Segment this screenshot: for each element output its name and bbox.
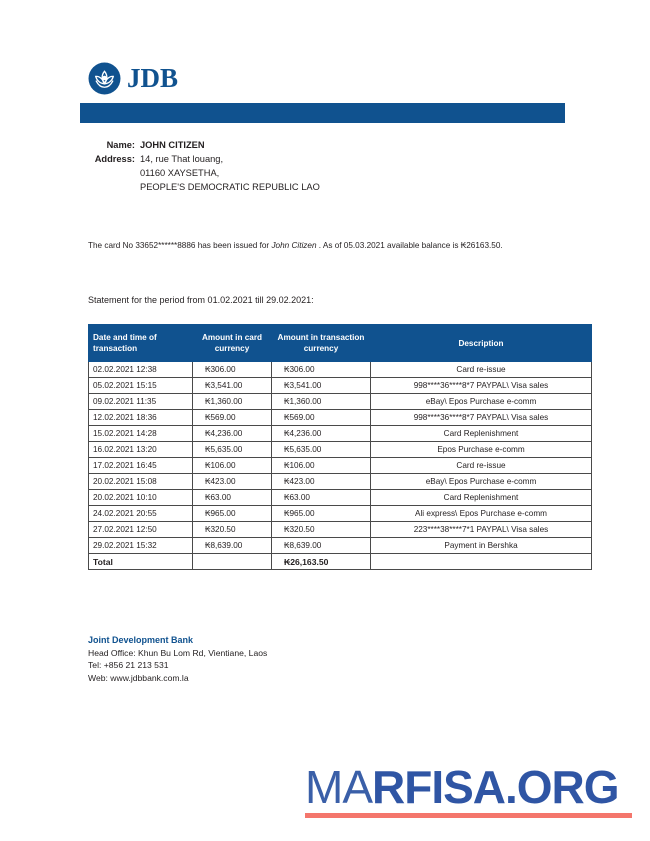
cell-date: 17.02.2021 16:45 [89,458,193,474]
footer-website: Web: www.jdbbank.com.la [88,672,189,683]
card-issue-suffix: . As of 05.03.2021 available balance is ₭26163.50. [316,241,503,250]
cell-description: 998****36****8*7 PAYPAL\ Visa sales [371,378,592,394]
watermark-text-bold: RFISA.ORG [372,761,619,813]
cell-description: Epos Purchase e-comm [371,442,592,458]
table-row [89,538,592,554]
statement-period: Statement for the period from 01.02.2021 till 29.02.2021: [88,295,314,305]
header-accent-bar [80,103,565,123]
watermark-text-light: MA [305,761,372,813]
cell-card-currency: ₭569.00 [193,410,272,426]
cell-description: Card Replenishment [371,426,592,442]
address-line-3: PEOPLE'S DEMOCRATIC REPUBLIC LAO [140,182,320,192]
table-row [89,394,592,410]
table-row [89,506,592,522]
table-header-row [89,325,592,362]
address-line-2: 01160 XAYSETHA, [140,168,220,178]
card-issue-prefix: The card No 33652******8886 has been issued for [88,241,272,250]
cell-card-currency: ₭5,635.00 [193,442,272,458]
table-row [89,490,592,506]
address-row-3 [88,180,508,194]
address-label-spacer [88,166,140,180]
cell-card-currency: ₭306.00 [193,362,272,378]
address-line-1: 14, rue That louang, [140,154,224,164]
cell-transaction-currency: ₭5,635.00 [272,442,371,458]
table-row [89,522,592,538]
cell-date: 12.02.2021 18:36 [89,410,193,426]
cell-transaction-currency: ₭965.00 [272,506,371,522]
bank-footer [88,634,267,684]
column-header-date: Date and time of transaction [89,325,193,362]
watermark-text [305,763,635,811]
cell-description: Ali express\ Epos Purchase e-comm [371,506,592,522]
cell-card-currency: ₭4,236.00 [193,426,272,442]
jdb-lotus-logo-icon [88,62,121,95]
name-value: JOHN CITIZEN [140,140,205,150]
bank-logo-text: JDB [127,63,179,93]
column-header-card-currency: Amount in card currency [193,325,272,362]
footer-bank-name: Joint Development Bank [88,635,194,645]
cell-description: Card Replenishment [371,490,592,506]
address-row-1 [88,152,508,166]
name-row [88,138,508,152]
cell-transaction-currency: ₭569.00 [272,410,371,426]
transactions-table [88,324,592,570]
cell-description: Card re-issue [371,458,592,474]
cell-date: 15.02.2021 14:28 [89,426,193,442]
table-row [89,442,592,458]
cell-total-transaction-currency: ₭26,163.50 [272,554,371,570]
cell-description: Payment in Bershka [371,538,592,554]
cell-transaction-currency: ₭106.00 [272,458,371,474]
table-row [89,362,592,378]
cell-card-currency: ₭1,360.00 [193,394,272,410]
cell-description: 998****36****8*7 PAYPAL\ Visa sales [371,410,592,426]
cell-transaction-currency: ₭4,236.00 [272,426,371,442]
table-total-row [89,554,592,570]
table-row [89,474,592,490]
table-row [89,410,592,426]
card-issue-holder: John Citizen [271,241,317,250]
cell-transaction-currency: ₭423.00 [272,474,371,490]
column-header-transaction-currency: Amount in transaction currency [272,325,371,362]
address-label-spacer-2 [88,180,140,194]
cell-transaction-currency: ₭8,639.00 [272,538,371,554]
cell-date: 05.02.2021 15:15 [89,378,193,394]
card-issue-statement [88,240,558,252]
cell-transaction-currency: ₭320.50 [272,522,371,538]
cell-card-currency: ₭965.00 [193,506,272,522]
footer-telephone: Tel: +856 21 213 531 [88,660,169,671]
cell-date: 27.02.2021 12:50 [89,522,193,538]
cell-card-currency: ₭320.50 [193,522,272,538]
cell-date: 20.02.2021 15:08 [89,474,193,490]
cell-transaction-currency: ₭63.00 [272,490,371,506]
cell-transaction-currency: ₭1,360.00 [272,394,371,410]
cell-transaction-currency: ₭3,541.00 [272,378,371,394]
cell-card-currency: ₭63.00 [193,490,272,506]
cell-date: 20.02.2021 10:10 [89,490,193,506]
cell-date: 29.02.2021 15:32 [89,538,193,554]
account-holder-block [88,138,508,194]
cell-transaction-currency: ₭306.00 [272,362,371,378]
cell-date: 02.02.2021 12:38 [89,362,193,378]
cell-date: 09.02.2021 11:35 [89,394,193,410]
cell-card-currency: ₭8,639.00 [193,538,272,554]
cell-card-currency: ₭423.00 [193,474,272,490]
cell-date: 24.02.2021 20:55 [89,506,193,522]
cell-description: eBay\ Epos Purchase e-comm [371,474,592,490]
cell-description: 223****38****7*1 PAYPAL\ Visa sales [371,522,592,538]
address-row-2 [88,166,508,180]
address-label: Address: [94,154,135,164]
cell-total-label: Total [89,554,193,570]
marfisa-watermark [305,763,635,818]
cell-card-currency: ₭106.00 [193,458,272,474]
table-row [89,458,592,474]
footer-head-office: Head Office: Khun Bu Lom Rd, Vientiane, Laos [88,647,268,658]
table-row [89,426,592,442]
cell-total-description [371,554,592,570]
bank-logo [88,62,178,95]
cell-description: eBay\ Epos Purchase e-comm [371,394,592,410]
column-header-description: Description [371,325,592,362]
transactions-table-body [89,362,592,570]
cell-card-currency: ₭3,541.00 [193,378,272,394]
name-label: Name: [106,140,135,150]
cell-date: 16.02.2021 13:20 [89,442,193,458]
watermark-underline [305,813,632,818]
cell-total-card-currency [193,554,272,570]
transactions-table-head [89,325,592,362]
cell-description: Card re-issue [371,362,592,378]
table-row [89,378,592,394]
